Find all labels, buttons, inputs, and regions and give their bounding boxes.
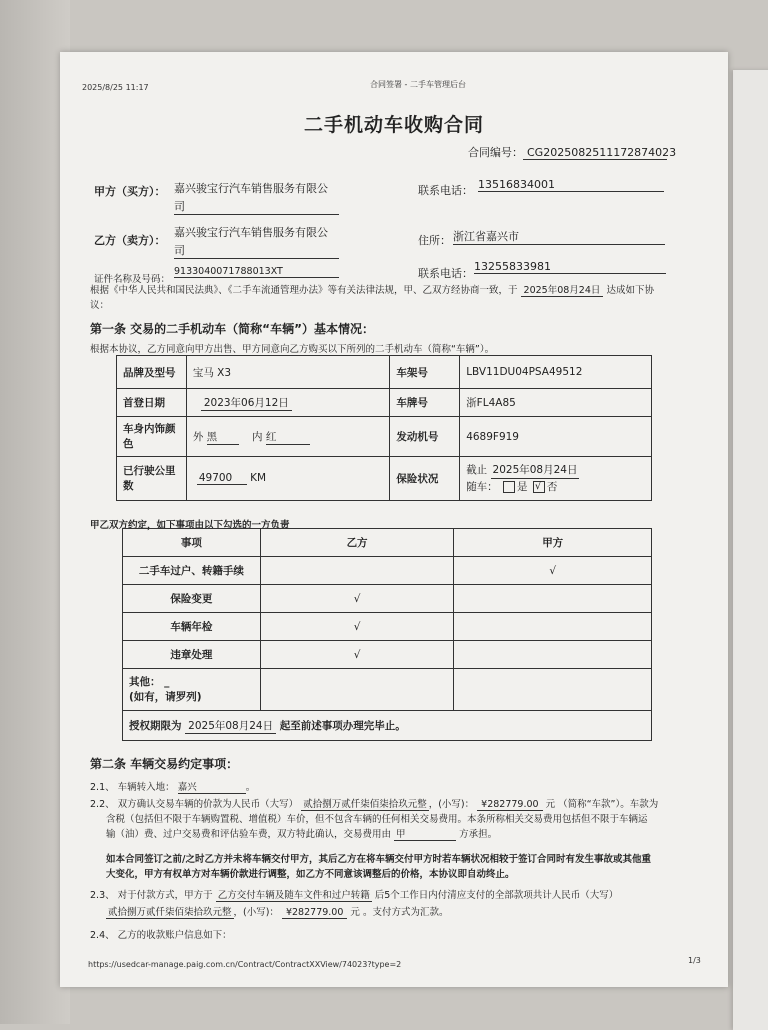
duty-header-row [123,529,652,557]
other-hint: (如有，请罗列) [129,690,202,703]
clause-2-3-text-d: 元 。支付方式为汇款。 [350,907,449,918]
party-a-label: 甲方（买方）： [94,185,166,198]
plate-value: 浙FL4A85 [460,389,652,417]
duty-party-b-check[interactable] [260,557,454,585]
duty-party-a-check[interactable] [454,585,652,613]
other-label: 其他： [129,675,161,688]
reg-date-value: 2023年06月12日 [201,395,292,411]
duty-item: 二手车过户、转籍手续 [123,557,261,585]
duty-other-cell [123,669,261,711]
duty-party-b-check[interactable]: √ [260,613,454,641]
mileage-label-line2: 数 [123,479,134,492]
duty-item: 保险变更 [123,585,261,613]
party-b-id-label: 证件名称及号码： [94,274,171,285]
reg-date-cell [186,389,390,417]
party-b-address: 浙江省嘉兴市 [453,228,665,245]
clause-2-2-line3-b: 方承担。 [459,829,498,840]
deadline-row [123,711,652,741]
print-url: https://usedcar-manage.paig.com.cn/Contract/ContractXXView/74023?type=2 [88,960,402,969]
yes-label: 是 [517,481,528,493]
preamble-line2: 议： [90,300,110,311]
clause-2-2-line3-a: 输（油）费、过户交易费和评估验车费，双方特此确认，交易费用由 [106,829,392,840]
clause-2-3-num: 2.3、 [90,890,115,901]
color-label-cell [117,417,187,457]
party-b-address-label: 住所： [418,234,451,247]
vehicle-info-table [116,355,652,501]
price-lowercase: ¥282779.00 [477,799,542,811]
clause-2-3-line2 [106,904,448,919]
deadline-prefix: 授权期限为 [129,719,182,732]
mileage-label-cell [117,457,187,501]
col-party-b-header: 乙方 [260,529,454,557]
preamble-date: 2025年08月24日 [521,282,604,297]
mileage-value: 49700 [197,472,247,485]
party-b-phone-label: 联系电话： [418,267,473,280]
price-uppercase: 贰拾捌万贰仟柒佰柒拾玖元整 [301,796,429,811]
brand-label: 品牌及型号 [117,356,187,389]
clause-2-3-line1 [90,887,618,902]
deadline-suffix: 起至前述事项办理完毕止。 [279,719,406,732]
clause-2-2-line3 [106,826,497,841]
contract-number-row [468,144,677,160]
transfer-city: 嘉兴 [178,779,246,794]
total-lowercase: ¥282779.00 [282,907,347,919]
duty-intro: 甲乙双方约定，如下事项由以下勾选的一方负责 [90,520,290,531]
clause-2-2-text-a: 双方确认交易车辆的价款为人民币（大写） [117,799,299,810]
duty-party-a-check[interactable] [454,641,652,669]
clause-2-2-line2: 含税（包括但不限于车辆购置税、增值税）车价，但不包含车辆的任何相关交易费用。本条所称相关交易费用包括但不限于车辆运 [106,814,648,825]
clause-2-1 [90,779,255,794]
party-a-name-line1: 嘉兴骏宝行汽车销售服务有限公 [174,182,328,195]
duty-item: 车辆年检 [123,613,261,641]
other-label-row [129,675,254,690]
print-page-title: 合同签署 - 二手车管理后台 [370,80,466,89]
clause-2-3-text-a: 对于付款方式，甲方于 [117,890,213,901]
duty-party-a-check[interactable]: √ [454,557,652,585]
total-uppercase: 贰拾捌万贰仟柒佰柒拾玖元整 [106,904,234,919]
checkbox-no[interactable] [533,481,545,493]
vehicle-row [117,356,652,389]
article1-title: 第一条 交易的二手机动车（简称“车辆”）基本情况： [90,322,374,336]
clause-2-2-text-c: 元 （简称“车款”）。车款为 [545,799,659,810]
other-blank: _ [164,675,170,688]
mileage-cell [186,457,390,501]
clause-2-2-line1 [90,796,658,811]
color-cell [186,417,390,457]
clause-2-1-num: 2.1、 [90,782,115,793]
payment-condition: 乙方交付车辆及随车文件和过户转籍 [216,887,372,902]
preamble-text-b: 达成如下协 [606,285,654,296]
exterior-prefix: 外 [192,430,204,443]
article1-intro: 根据本协议，乙方同意向甲方出售、甲方同意向乙方购买以下所列的二手机动车（简称“车辆”）。 [90,344,495,355]
party-b-label: 乙方（卖方）： [94,234,166,247]
vin-value: LBV11DU04PSA49512 [460,356,652,389]
adjustment-clause-line1: 如本合同签订之前/之时乙方并未将车辆交付甲方，其后乙方在将车辆交付甲方时若车辆状况相较于签订合同时有发生事故或其他重 [106,854,651,865]
clause-2-2-num: 2.2、 [90,799,115,810]
contract-number-label: 合同编号： [468,146,523,159]
print-datetime: 2025/8/25 11:17 [82,83,149,92]
reg-date-label: 首登日期 [117,389,187,417]
engine-label: 发动机号 [390,417,460,457]
document-title: 二手机动车收购合同 [303,114,484,136]
mileage-label-line1: 已行驶公里 [123,464,176,477]
party-b-phone: 13255833981 [474,260,666,274]
clause-2-4 [90,927,232,941]
duty-party-a-check[interactable] [454,613,652,641]
brand-value: 宝马 X3 [186,356,390,389]
insurance-until-prefix: 截止 [466,464,488,476]
exterior-color: 黑 [207,429,239,445]
duty-item: 违章处理 [123,641,261,669]
duty-other-party-a[interactable] [454,669,652,711]
engine-value: 4689F919 [460,417,652,457]
with-car-label: 随车： [466,481,498,493]
next-page-edge [733,70,768,1030]
duty-row [123,613,652,641]
mileage-unit: KM [250,472,267,484]
duty-other-row [123,669,652,711]
party-a-phone: 13516834001 [478,178,664,192]
deadline-cell [123,711,652,741]
clause-2-3-text-b: 后5个工作日内付清应支付的全部款项共计人民币（大写） [374,890,619,901]
fee-payer: 甲 [394,826,456,841]
party-b-name-line1: 嘉兴骏宝行汽车销售服务有限公 [174,226,328,239]
contract-page [60,52,728,987]
duty-table [122,528,652,741]
duty-row [123,585,652,613]
duty-party-b-check[interactable]: √ [260,585,454,613]
preamble-line1 [90,282,654,297]
party-a-phone-label: 联系电话： [418,184,473,197]
color-label-line1: 车身内饰颜 [123,422,176,435]
clause-2-3-text-c: ，(小写)： [233,907,279,918]
vin-label: 车架号 [390,356,460,389]
article2-title: 第二条 车辆交易约定事项： [90,757,239,771]
col-party-a-header: 甲方 [454,529,652,557]
party-b-name-line2: 司 [174,242,339,259]
no-label: 否 [546,481,558,493]
contract-number: CG2025082511172874023 [523,146,667,160]
vehicle-row [117,389,652,417]
clause-2-2-text-b: ，(小写)： [428,799,475,810]
preamble-text-a: 根据《中华人民共和国民法典》、《二手车流通管理办法》等有关法律法规，甲、乙双方经协商一致，于 [90,285,518,296]
vehicle-row [117,417,652,457]
insurance-until-row [466,462,645,479]
duty-row [123,557,652,585]
clause-2-1-end: 。 [245,782,256,793]
with-car-row [466,479,645,495]
adjustment-clause-line2: 大变化，甲方有权单方对车辆价款进行调整，如乙方不同意该调整后的价格，本协议即自动终止。 [106,869,515,880]
duty-party-b-check[interactable]: √ [260,641,454,669]
insurance-until-date: 2025年08月24日 [491,462,580,479]
print-page-number: 1/3 [688,956,701,965]
plate-label: 车牌号 [390,389,460,417]
color-label-line2: 色 [123,437,134,450]
col-item-header: 事项 [123,529,261,557]
deadline-date: 2025年08月24日 [185,718,276,734]
duty-other-party-b[interactable] [260,669,454,711]
checkbox-yes[interactable] [503,481,515,493]
clause-2-1-text: 车辆转入地： [117,782,175,793]
interior-prefix: 内 [252,430,263,443]
interior-color: 红 [266,429,310,445]
clause-2-4-text: 乙方的收款账户信息如下： [117,930,232,941]
party-b-id-number: 9133040071788013XT [174,266,339,278]
insurance-cell [460,457,652,501]
party-a-name-line2: 司 [174,198,339,215]
duty-row [123,641,652,669]
vehicle-row [117,457,652,501]
clause-2-4-num: 2.4、 [90,930,115,941]
insurance-label: 保险状况 [390,457,460,501]
